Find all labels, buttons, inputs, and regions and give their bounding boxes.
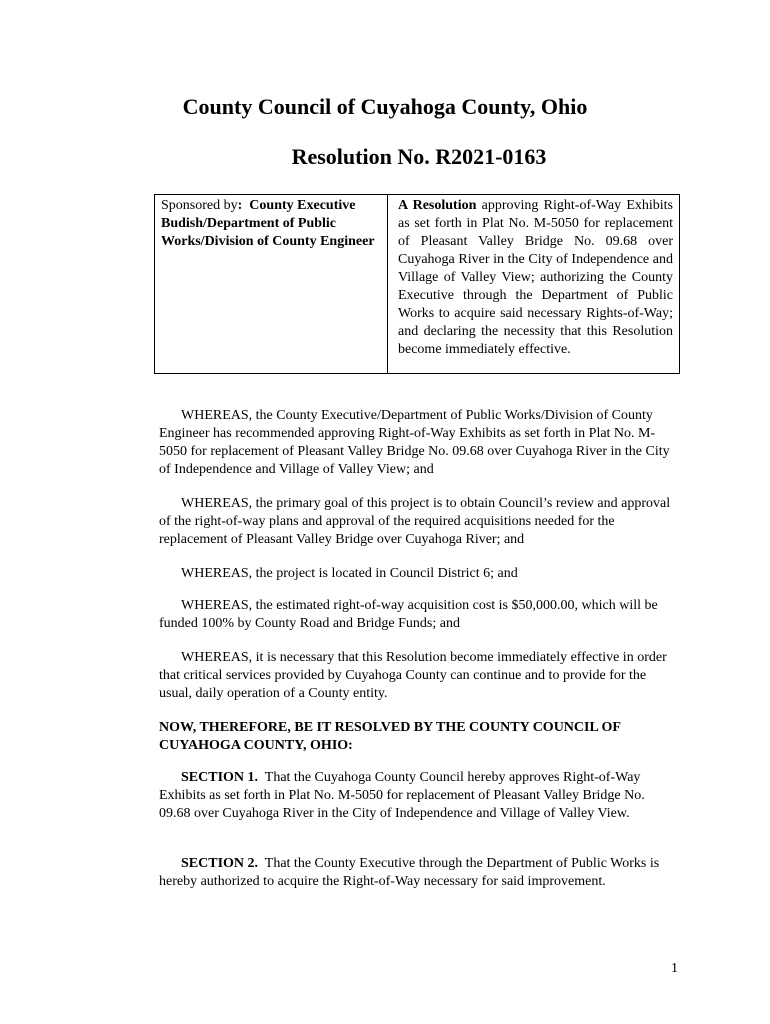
sponsor-table xyxy=(154,194,680,374)
section-1-text: That the Cuyahoga County Council hereby approves Right-of-Way Exhibits as set forth in Plat No. M-5050 for replacement of Pleasant Valley Bridge No. 09.68 over Cuyahoga River in the City of Independence and Village of Valley View. xyxy=(159,770,645,821)
resolution-number: Resolution No. R2021-0163 xyxy=(291,144,547,169)
sponsor-name: County Executive Budish/Department of Public Works/Division of County Engineer xyxy=(161,198,375,249)
section-2 xyxy=(159,855,679,891)
document-title: County Council of Cuyahoga County, Ohio xyxy=(182,94,588,119)
summary-cell xyxy=(388,195,679,373)
whereas-clause-3: WHEREAS, the project is located in Council District 6; and xyxy=(181,566,518,581)
sponsor-label: Sponsored by xyxy=(161,198,238,213)
sponsor-cell xyxy=(155,195,388,373)
summary-lead: A Resolution xyxy=(398,198,477,213)
section-2-text: That the County Executive through the Department of Public Works is hereby authorized to acquire the Right-of-Way necessary for said improvement. xyxy=(159,856,660,889)
summary-text: approving Right-of-Way Exhibits as set forth in Plat No. M-5050 for replacement of Pleasant Valley Bridge No. 09.68 over Cuyahoga River in the City of Independence and Village of Valley View; authorizing the County Executive through the Department of Public Works to acquire said necessary Rights-of-Way; and declaring the necessity that this Resolution become immediately effective. xyxy=(398,198,674,357)
resolved-clause: NOW, THEREFORE, BE IT RESOLVED BY THE COUNTY COUNCIL OF CUYAHOGA COUNTY, OHIO: xyxy=(159,720,621,753)
section-1-heading: SECTION 1. xyxy=(181,770,259,785)
whereas-clause-4: WHEREAS, the estimated right-of-way acquisition cost is $50,000.00, which will be funded 100% by County Road and Bridge Funds; and xyxy=(159,598,658,631)
section-1 xyxy=(159,769,679,823)
section-2-heading: SECTION 2. xyxy=(181,856,259,871)
whereas-clause-1: WHEREAS, the County Executive/Department of Public Works/Division of County Engineer has recommended approving Right-of-Way Exhibits as set forth in Plat No. M-5050 for replacement of Pleasant Valley Bridge No. 09.68 over Cuyahoga River in the City of Independence and Village of Valley View; and xyxy=(159,408,670,477)
whereas-clause-2: WHEREAS, the primary goal of this project is to obtain Council’s review and approval of the right-of-way plans and approval of the required acquisitions needed for the replacement of Pleasant Valley Bridge over Cuyahoga River; and xyxy=(159,496,671,547)
sponsor-colon: : xyxy=(237,198,243,213)
whereas-clause-5: WHEREAS, it is necessary that this Resolution become immediately effective in order that critical services provided by Cuyahoga County can continue and to provide for the usual, daily operation of a County entity. xyxy=(159,650,667,701)
page-number: 1 xyxy=(671,961,678,976)
